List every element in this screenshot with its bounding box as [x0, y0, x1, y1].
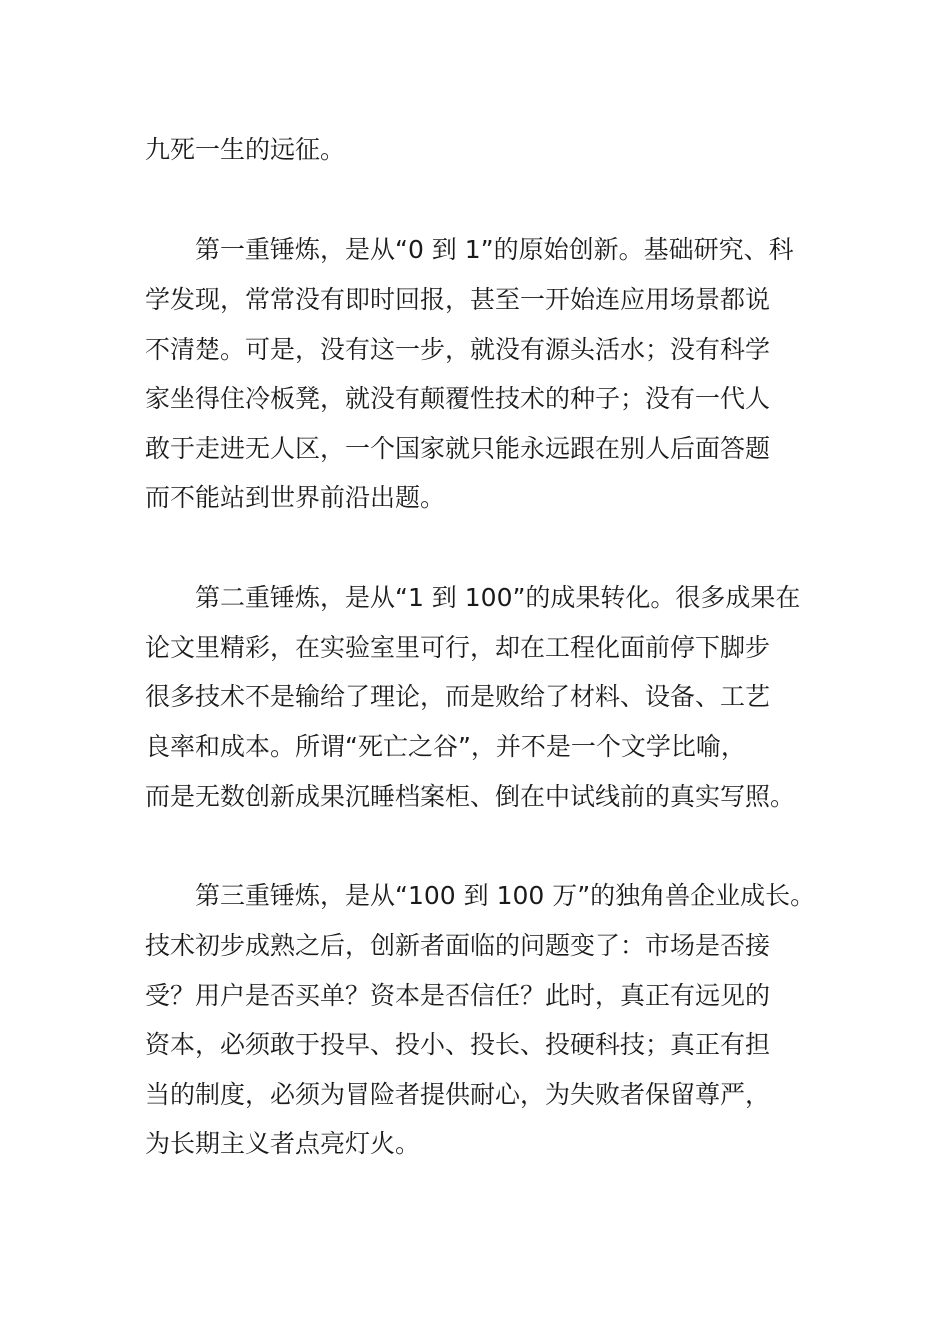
paragraph-line: 受？用户是否买单？资本是否信任？此时，真正有远见的: [145, 981, 771, 1010]
paragraph-line: 技术初步成熟之后，创新者面临的问题变了：市场是否接: [145, 931, 771, 960]
paragraph-line: 当的制度，必须为冒险者提供耐心，为失败者保留尊严，: [145, 1080, 771, 1109]
paragraph-line: 资本，必须敢于投早、投小、投长、投硬科技；真正有担: [145, 1030, 771, 1059]
paragraph-line: 而不能站到世界前沿出题。: [145, 483, 446, 512]
paragraph-line: 第三重锤炼，是从“100 到 100 万”的独角兽企业成长。: [195, 881, 816, 910]
paragraph-line: 第一重锤炼，是从“0 到 1”的原始创新。基础研究、科: [195, 235, 794, 264]
paragraph-line: 家坐得住冷板凳，就没有颠覆性技术的种子；没有一代人: [145, 384, 771, 413]
paragraph-line: 为长期主义者点亮灯火。: [145, 1129, 421, 1158]
paragraph-line: 敢于走进无人区，一个国家就只能永远跟在别人后面答题: [145, 434, 771, 463]
paragraph-line: 论文里精彩，在实验室里可行，却在工程化面前停下脚步: [145, 633, 771, 662]
paragraph-line: 学发现，常常没有即时回报，甚至一开始连应用场景都说: [145, 285, 771, 314]
paragraph-line: 不清楚。可是，没有这一步，就没有源头活水；没有科学: [145, 335, 771, 364]
paragraph-line: 第二重锤炼，是从“1 到 100”的成果转化。很多成果在: [195, 583, 801, 612]
paragraph-line: 很多技术不是输给了理论，而是败给了材料、设备、工艺: [145, 682, 771, 711]
paragraph-line: 良率和成本。所谓“死亡之谷”，并不是一个文学比喻，: [145, 732, 746, 761]
paragraph-line: 九死一生的远征。: [145, 135, 346, 164]
paragraph-line: 而是无数创新成果沉睡档案柜、倒在中试线前的真实写照。: [145, 782, 796, 811]
